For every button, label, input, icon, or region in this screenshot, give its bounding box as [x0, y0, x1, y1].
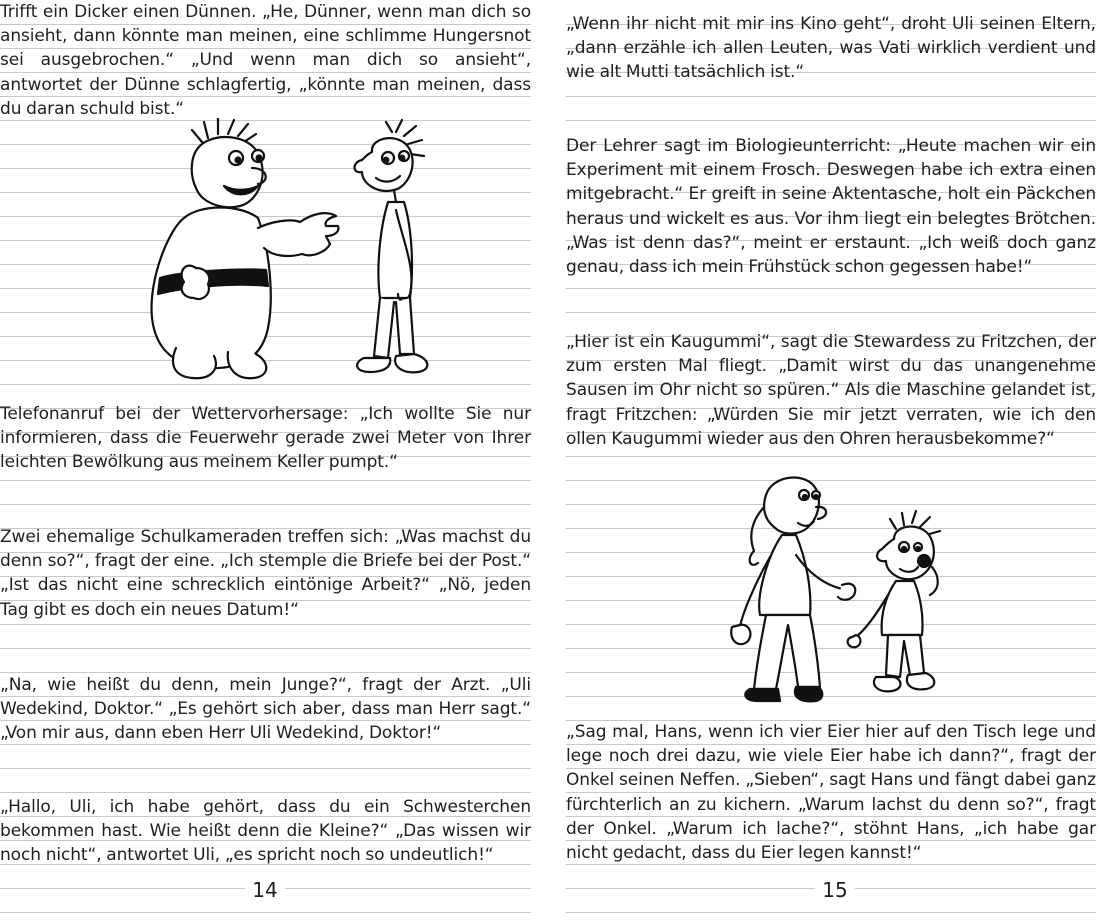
joke-fat-thin: Trifft ein Dicker einen Dünnen. „He, Dünner, wenn man dich so ansieht, dann könnte man meinen, eine schlimme Hungersnot sei ausgebrochen.“ „Und wenn man dich so ansieht“, antwortet der Dünne schlagfertig, „könnte man meinen, dass du daran schuld bist.“ [0, 2, 531, 119]
left-page [0, 0, 531, 923]
joke-chewing-gum: „Hier ist ein Kaugummi“, sagt die Stewardess zu Fritzchen, der zum ersten Mal fliegt. „Damit wirst du das unangenehme Sausen im Ohr nicht so spüren.“ Als die Maschine gelandet ist, fragt Fritzchen: „Würden Sie mir jetzt verraten, wie ich den ollen Kaugummi wieder aus den Ohren herausbekomme?“ [566, 332, 1096, 449]
page-number-left: 14 [245, 878, 285, 902]
joke-post-office: Zwei ehemalige Schulkameraden treffen sich: „Was machst du denn so?“, fragt der eine. „Ich stemple die Briefe bei der Post.“ „Ist das nicht eine schrecklich eintönige Arbeit?“ „Nö, jeden Tag gibt es doch ein neues Datum!“ [0, 527, 531, 620]
joke-little-sister: „Hallo, Uli, ich habe gehört, dass du ein Schwesterchen bekommen hast. Wie heißt denn die Kleine?“ „Das wissen wir noch nicht“, antwortet Uli, „es spricht noch so undeutlich!“ [0, 797, 531, 866]
joke-cinema-threat: „Wenn ihr nicht mit mir ins Kino geht“, droht Uli seinen Eltern, „dann erzähle ich allen Leuten, was Vati wirklich verdient und wie alt Mutti tatsächlich ist.“ [566, 14, 1096, 83]
illustration-fat-and-thin-man [140, 118, 450, 388]
joke-eggs-uncle: „Sag mal, Hans, wenn ich vier Eier hier auf den Tisch lege und lege noch drei dazu, wie viele Eier habe ich dann?“, fragt der Onkel seinen Neffen. „Sieben“, sagt Hans und fängt dabei ganz fürchterlich an zu kichern. „Warum lachst du denn so?“, fragt der Onkel. „Warum ich lache?“, stöhnt Hans, „ich habe gar nicht gedacht, dass du Eier legen kannst!“ [566, 722, 1096, 864]
page-number-right: 15 [815, 878, 855, 902]
joke-doctor: „Na, wie heißt du denn, mein Junge?“, fragt der Arzt. „Uli Wedekind, Doktor.“ „Es gehört sich aber, dass man Herr sagt.“ „Von mir aus, dann eben Herr Uli Wedekind, Doktor!“ [0, 675, 531, 744]
illustration-stewardess-and-fritzchen [726, 465, 986, 710]
joke-weather-forecast: Telefonanruf bei der Wettervorhersage: „Ich wollte Sie nur informieren, dass die Feuerwehr gerade zwei Meter von Ihrer leichten Bewölkung aus meinem Keller pumpt.“ [0, 404, 531, 473]
joke-biology-frog: Der Lehrer sagt im Biologieunterricht: „Heute machen wir ein Experiment mit einem Frosch. Deswegen habe ich extra einen mitgebracht.“ Er greift in seine Aktentasche, holt ein Päckchen heraus und wickelt es aus. Vor ihm liegt ein belegtes Brötchen. „Was ist denn das?“, meint er erstaunt. „Ich weiß doch ganz genau, dass ich mein Frühstück schon gegessen habe!“ [566, 136, 1096, 278]
right-page [566, 0, 1096, 923]
